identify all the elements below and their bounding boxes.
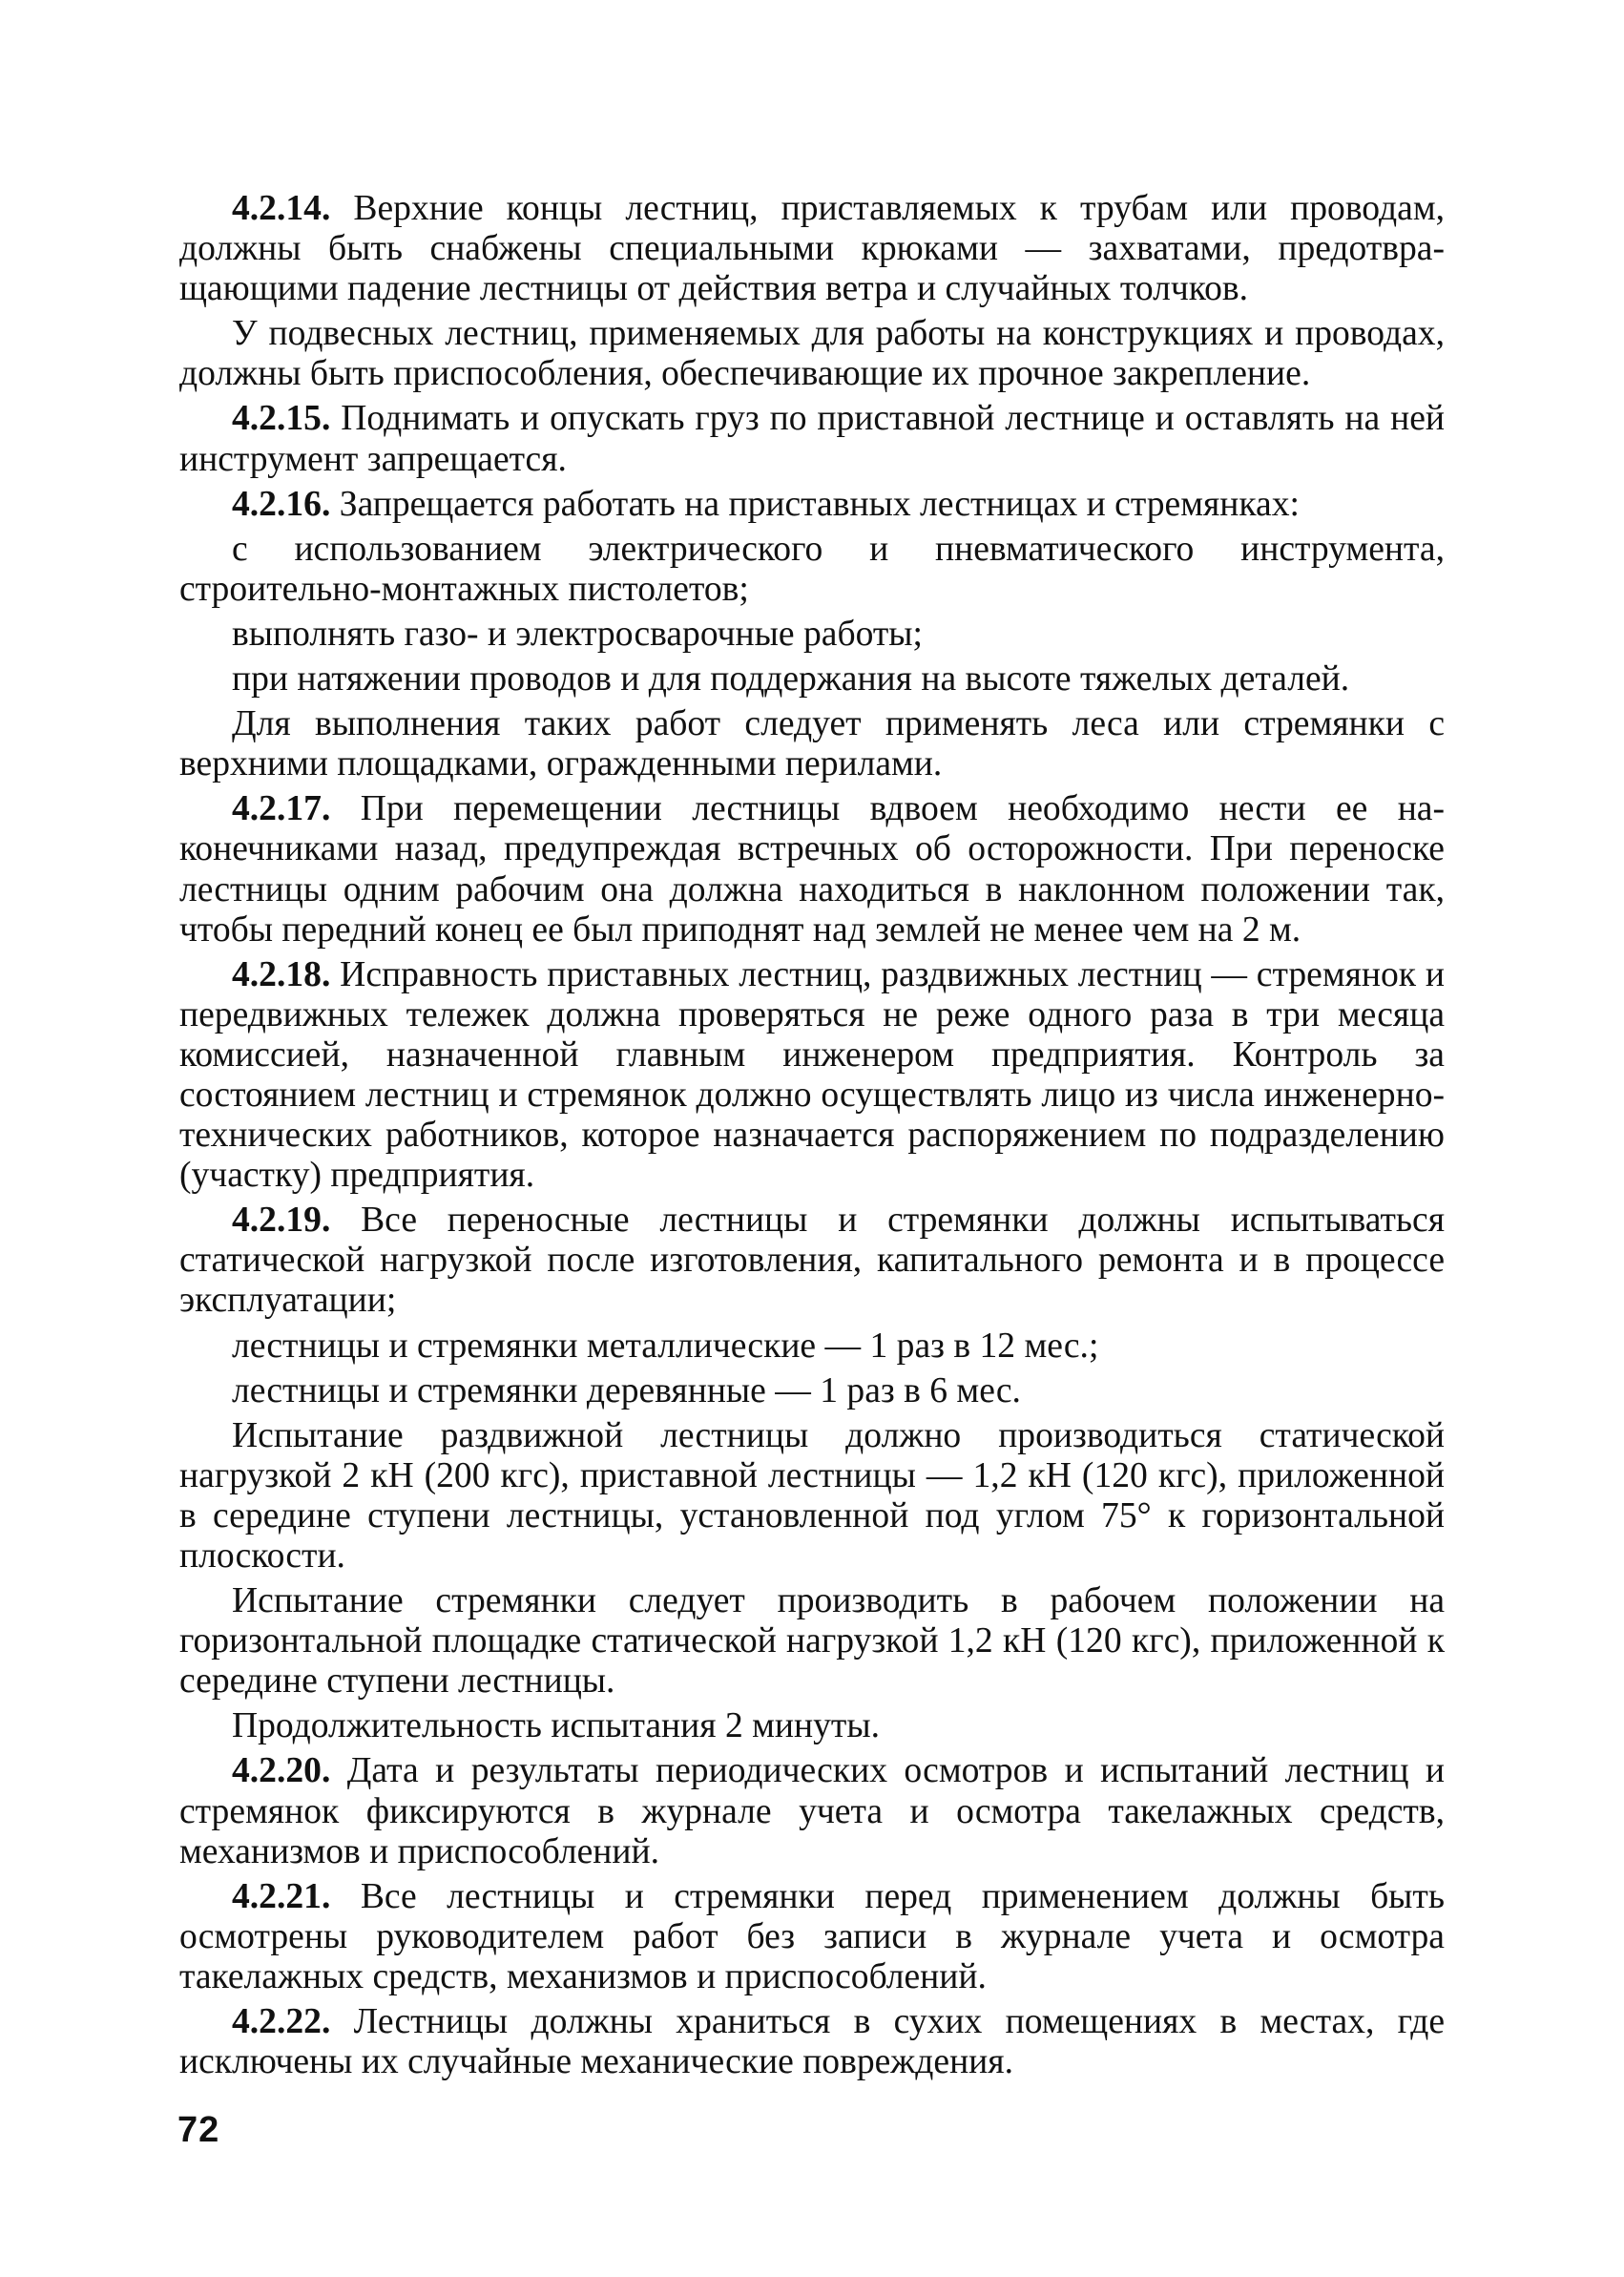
paragraph-4-2-22: [179, 2002, 1445, 2082]
paragraph-text: Верхние концы лестниц, приставляемых к трубам или проводам, должны быть снабжены специальными крюками — захватами, предотвращающими падение лестницы от действия ветра и случайных толчков.: [179, 189, 1445, 309]
paragraph-text: Лестницы должны храниться в сухих помещениях в местах, где исключены их случайные механические повреждения.: [179, 2002, 1445, 2082]
paragraph-text: Испытание стремянки следует производить в рабочем положении на горизонтальной площадке статической нагрузкой 1,2 кН (120 кгс), приложенной к середине ступени лестницы.: [179, 1581, 1445, 1702]
paragraph-scaffolding: [179, 704, 1445, 784]
list-item-metal-ladders: [179, 1327, 1445, 1367]
paragraph-4-2-17: [179, 789, 1445, 950]
clause-number: 4.2.22.: [232, 2002, 331, 2042]
paragraph-text: при натяжении проводов и для поддержания на высоте тяжелых деталей.: [232, 659, 1350, 700]
clause-number: 4.2.21.: [232, 1876, 331, 1916]
clause-number: 4.2.20.: [232, 1751, 331, 1791]
document-body: [179, 189, 1445, 2087]
paragraph-4-2-19: [179, 1201, 1445, 1321]
clause-number: 4.2.17.: [232, 789, 331, 829]
paragraph-hanging-ladders: [179, 314, 1445, 394]
paragraph-text: Поднимать и опускать груз по приставной лестнице и оставлять на ней инструмент запрещается.: [179, 399, 1445, 479]
clause-number: 4.2.19.: [232, 1201, 331, 1241]
clause-number: 4.2.18.: [232, 954, 331, 994]
paragraph-text: Исправность приставных лестниц, раздвижных лестниц — стремянок и передвижных тележек должна проверяться не реже одного раза в три месяца комиссией, назначенной главным инженером предприятия. Контроль за состоянием лестниц и стремянок должно осуществлять лицо из числа инженерно-технических работников, которое назначается распоряжением по подразделению (участку) предприятия.: [179, 954, 1445, 1196]
paragraph-4-2-14: [179, 189, 1445, 309]
paragraph-text: выполнять газо- и электросварочные работы;: [232, 614, 923, 654]
page-number: 72: [177, 2110, 220, 2150]
paragraph-text: Все лестницы и стремянки перед применением должны быть осмотрены руководителем работ без записи в журнале учета и осмотра такелажных средств, механизмов и приспособлений.: [179, 1876, 1445, 1996]
paragraph-text: Для выполнения таких работ следует применять леса или стремянки с верхними площадками, огражденными перилами.: [179, 704, 1445, 784]
list-item-power-tools: [179, 530, 1445, 610]
paragraph-text: с использованием электрического и пневматического инструмента, строительно-монтажных пистолетов;: [179, 529, 1445, 609]
paragraph-text: При перемещении лестницы вдвоем необходимо нести ее наконечниками назад, предупреждая встречных об осторожности. При переноске лестницы одним рабочим она должна находиться в наклонном положении так, чтобы передний конец ее был приподнят над землей не менее чем на 2 м.: [179, 789, 1445, 950]
paragraph-test-duration: [179, 1706, 1445, 1746]
paragraph-text: Дата и результаты периодических осмотров и испытаний лестниц и стремянок фиксируются в журнале учета и осмотра такелажных средств, механизмов и приспособлений.: [179, 1751, 1445, 1871]
paragraph-text: У подвесных лестниц, применяемых для работы на конструкциях и проводах, должны быть приспособления, обеспечивающие их прочное закрепление.: [179, 314, 1445, 394]
paragraph-extension-ladder-test: [179, 1416, 1445, 1577]
list-item-welding: [179, 615, 1445, 655]
paragraph-text: Запрещается работать на приставных лестницах и стремянках:: [330, 484, 1300, 524]
paragraph-4-2-18: [179, 955, 1445, 1197]
paragraph-4-2-16: [179, 485, 1445, 525]
list-item-wooden-ladders: [179, 1371, 1445, 1411]
paragraph-text: лестницы и стремянки металлические — 1 раз в 12 мес.;: [232, 1326, 1099, 1366]
paragraph-4-2-20: [179, 1751, 1445, 1871]
paragraph-text: Испытание раздвижной лестницы должно производиться статической нагрузкой 2 кН (200 кгс), приставной лестницы — 1,2 кН (120 кгс), приложенной в середине ступени лестницы, установленной под углом 75° к горизонтальной плоскости.: [179, 1415, 1445, 1576]
paragraph-4-2-15: [179, 399, 1445, 479]
paragraph-text: лестницы и стремянки деревянные — 1 раз в 6 мес.: [232, 1370, 1021, 1410]
paragraph-4-2-21: [179, 1877, 1445, 1997]
list-item-heavy-parts: [179, 659, 1445, 700]
paragraph-stepladder-test: [179, 1581, 1445, 1702]
paragraph-text: Все переносные лестницы и стремянки должны испытываться статической нагрузкой после изготовления, капитального ремонта и в процессе эксплуатации;: [179, 1201, 1445, 1321]
clause-number: 4.2.15.: [232, 399, 331, 439]
paragraph-text: Продолжительность испытания 2 минуты.: [232, 1706, 880, 1746]
clause-number: 4.2.14.: [232, 189, 331, 228]
clause-number: 4.2.16.: [232, 484, 331, 524]
